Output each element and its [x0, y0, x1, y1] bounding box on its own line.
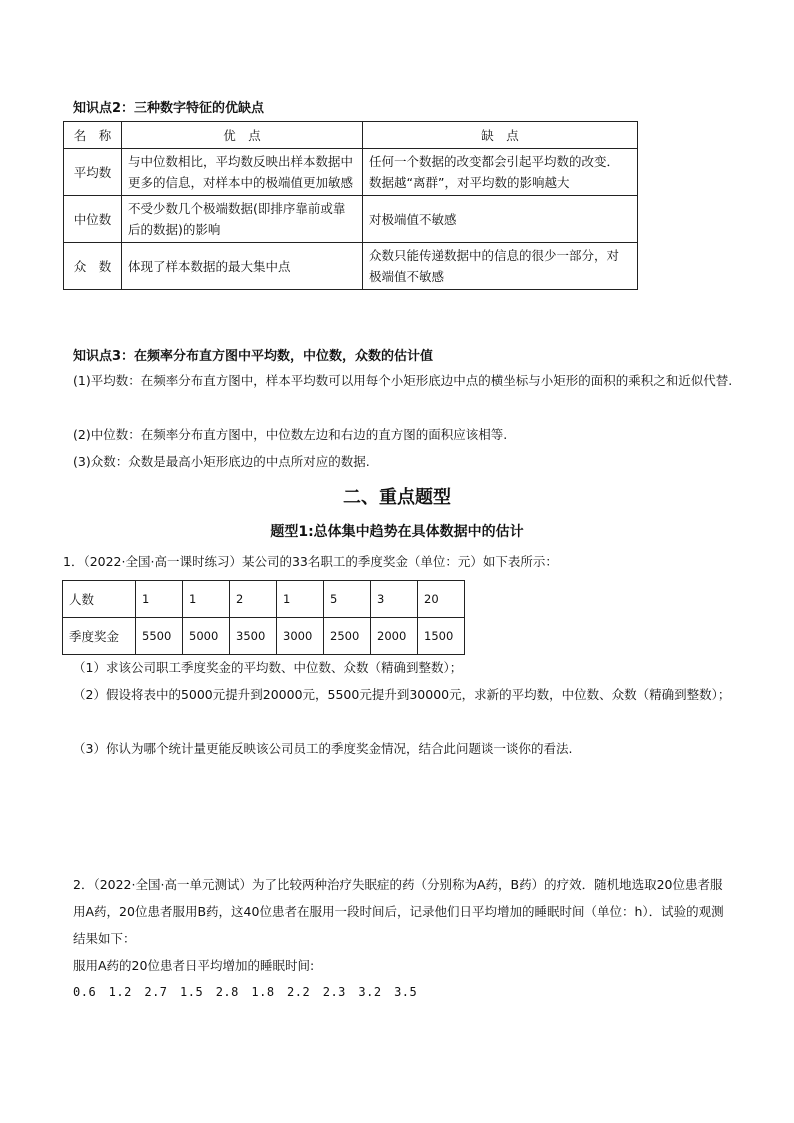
bonus-cell: 1500: [418, 618, 465, 655]
header-name: 名 称: [64, 122, 122, 149]
comparison-table: [63, 121, 638, 290]
kp2-title: 知识点2：三种数字特征的优缺点: [73, 101, 265, 116]
table-row: [64, 196, 638, 243]
row-name: 众 数: [64, 243, 122, 290]
count-cell: 20: [418, 581, 465, 618]
q2-stem: 2．（2022·全国·高一单元测试）为了比较两种治疗失眠症的药（分别称为A药，B药）的疗效．随机地选取20位患者服用A药，20位患者服用B药，这40位患者在服用一段时间后，记录他们日平均增加的睡眠时间（单位：h）．试验的观测结果如下：: [73, 877, 724, 946]
row-advantage: 与中位数相比，平均数反映出样本数据中更多的信息，对样本中的极端值更加敏感: [122, 149, 363, 196]
row-name: 平均数: [64, 149, 122, 196]
count-cell: 1: [136, 581, 183, 618]
q1-sub3: （3）你认为哪个统计量更能反映该公司员工的季度奖金情况，结合此问题谈一谈你的看法.: [73, 741, 573, 756]
count-cell: 3: [371, 581, 418, 618]
q1-stem: 1．（2022·全国·高一课时练习）某公司的33名职工的季度奖金（单位：元）如下表所示：: [63, 554, 558, 569]
bonus-cell: 3500: [230, 618, 277, 655]
q1-sub1: （1）求该公司职工季度奖金的平均数、中位数、众数（精确到整数）；: [73, 660, 463, 675]
kp3-title: 知识点3：在频率分布直方图中平均数，中位数，众数的估计值: [73, 349, 434, 364]
table-header-row: [64, 122, 638, 149]
count-cell: 2: [230, 581, 277, 618]
section-title: 二、重点题型: [343, 487, 451, 508]
section-subtitle: 题型1:总体集中趋势在具体数据中的估计: [270, 524, 524, 540]
row-name: 中位数: [64, 196, 122, 243]
table-row: [63, 618, 465, 655]
kp3-mode: (3)众数：众数是最高小矩形底边的中点所对应的数据.: [73, 454, 370, 469]
row-disadvantage: 对极端值不敏感: [363, 196, 638, 243]
row-advantage: 体现了样本数据的最大集中点: [122, 243, 363, 290]
header-advantage: 优 点: [122, 122, 363, 149]
row-disadvantage: 任何一个数据的改变都会引起平均数的改变．数据越“离群”，对平均数的影响越大: [363, 149, 638, 196]
bonus-cell: 5000: [183, 618, 230, 655]
q2-line: 服用A药的20位患者日平均增加的睡眠时间:: [73, 958, 315, 973]
table-row: [64, 149, 638, 196]
count-cell: 5: [324, 581, 371, 618]
q2-data: 0.6 1.2 2.7 1.5 2.8 1.8 2.2 2.3 3.2 3.5: [73, 985, 418, 999]
table-row: [63, 581, 465, 618]
row-label-count: 人数: [63, 581, 136, 618]
bonus-cell: 2500: [324, 618, 371, 655]
bonus-cell: 2000: [371, 618, 418, 655]
row-label-bonus: 季度奖金: [63, 618, 136, 655]
header-disadvantage: 缺 点: [363, 122, 638, 149]
count-cell: 1: [183, 581, 230, 618]
row-disadvantage: 众数只能传递数据中的信息的很少一部分，对极端值不敏感: [363, 243, 638, 290]
bonus-cell: 3000: [277, 618, 324, 655]
bonus-table: [62, 580, 465, 655]
bonus-cell: 5500: [136, 618, 183, 655]
kp3-median: (2)中位数：在频率分布直方图中，中位数左边和右边的直方图的面积应该相等.: [73, 427, 508, 442]
q1-sub2: （2）假设将表中的5000元提升到20000元，5500元提升到30000元，求新的平均数，中位数、众数（精确到整数）；: [73, 687, 731, 702]
count-cell: 1: [277, 581, 324, 618]
row-advantage: 不受少数几个极端数据(即排序靠前或靠后的数据)的影响: [122, 196, 363, 243]
kp3-mean: (1)平均数：在频率分布直方图中，样本平均数可以用每个小矩形底边中点的横坐标与小矩形的面积的乘积之和近似代替.: [73, 373, 733, 388]
table-row: [64, 243, 638, 290]
